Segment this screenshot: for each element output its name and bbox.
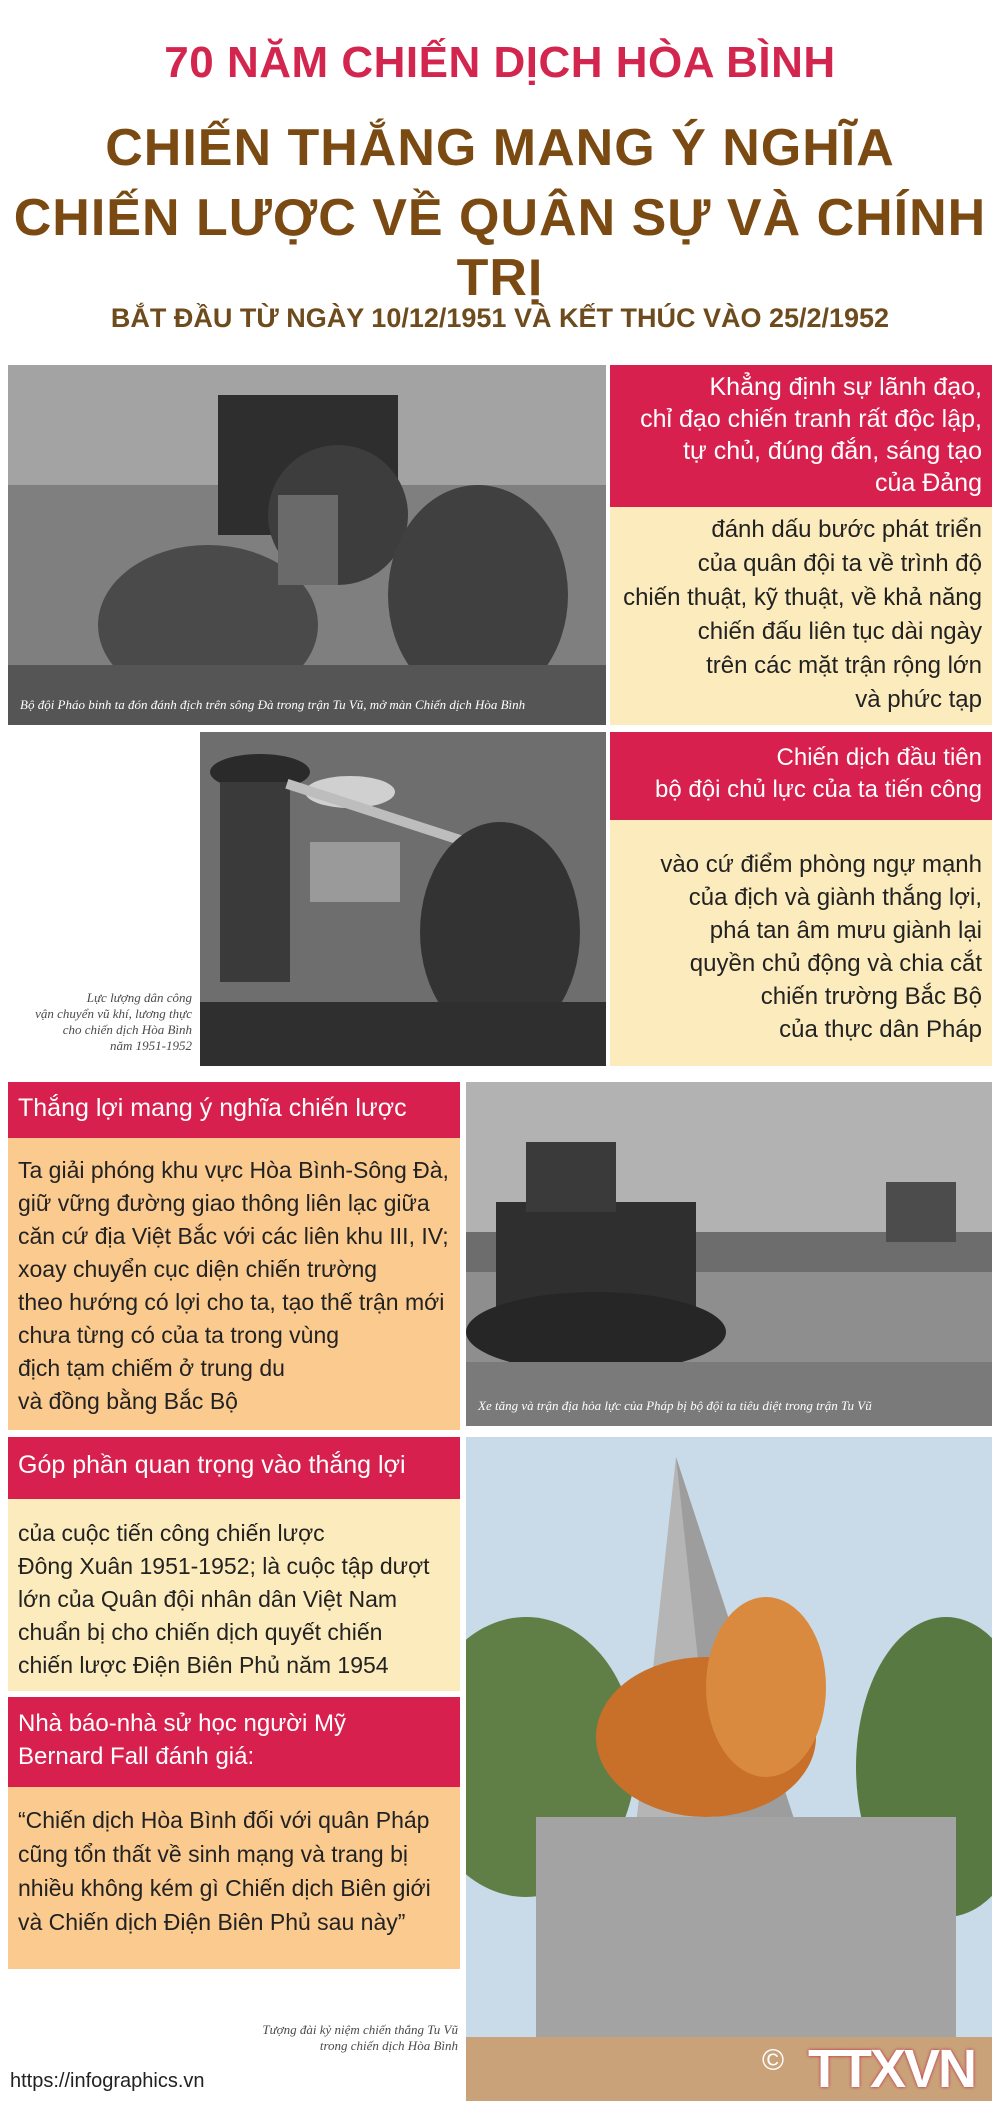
section3-body-line: địch tạm chiếm ở trung du [18,1355,285,1381]
section3-body-line: Ta giải phóng khu vực Hòa Bình-Sông Đà, [18,1157,449,1183]
section4-body-line: Đông Xuân 1951-1952; là cuộc tập dượt [18,1553,430,1579]
section4-heading: Góp phần quan trọng vào thắng lợi [8,1437,460,1499]
main-title-line-1: CHIẾN THẮNG MANG Ý NGHĨA [105,119,895,177]
section2-heading [610,732,992,820]
ttxvn-logo: TTXVN [808,2039,976,2099]
porters-caption-line: cho chiến dịch Hòa Bình [62,1022,192,1037]
monument-photo [466,1437,992,2101]
section3-body-line: giữ vững đường giao thông liên lạc giữa [18,1190,430,1216]
section3-body-line: và đồng bằng Bắc Bộ [18,1388,238,1414]
section4-body [8,1499,460,1691]
monument-caption-line: trong chiến dịch Hòa Bình [319,2038,458,2053]
section1-body-line: chiến thuật, kỹ thuật, về khả năng [623,584,982,611]
section2-body-line: quyền chủ động và chia cắt [689,950,982,977]
section5-quote-line: “Chiến dịch Hòa Bình đối với quân Pháp [18,1807,430,1833]
section4-body-line: chiến lược Điện Biên Phủ năm 1954 [18,1652,389,1678]
section2-body-line: phá tan âm mưu giành lại [709,917,982,944]
main-title-line-2: CHIẾN LƯỢC VỀ QUÂN SỰ VÀ CHÍNH TRỊ [13,189,987,307]
footer-url-link[interactable]: https://infographics.vn [10,2070,205,2092]
porters-caption-line: năm 1951-1952 [110,1038,192,1053]
section1-heading-line: tự chủ, đúng đắn, sáng tạo [683,437,982,465]
section2-body-line: của địch và giành thắng lợi, [688,884,982,911]
section3-heading: Thắng lợi mang ý nghĩa chiến lược [8,1082,460,1138]
section1-heading-line: của Đảng [874,469,982,497]
section4-body-line: của cuộc tiến công chiến lược [18,1520,325,1546]
section1-body-line: và phức tạp [855,686,982,713]
artillery-photo [8,365,606,725]
section1-heading [610,365,992,507]
porters-caption-line: Lực lượng dân công [86,990,192,1005]
monument-caption-line: Tượng đài kỷ niệm chiến thắng Tu Vũ [262,2022,458,2037]
section4-body-line: lớn của Quân đội nhân dân Việt Nam [18,1586,398,1612]
section5-quote-line: cũng tổn thất về sinh mạng và trang bị [18,1841,408,1867]
section2-body-line: chiến trường Bắc Bộ [760,983,982,1010]
porters-photo [200,732,606,1066]
section5-quote-line: và Chiến dịch Điện Biên Phủ sau này” [18,1909,406,1935]
section1-body-line: chiến đấu liên tục dài ngày [697,618,982,645]
section5-heading [8,1697,460,1787]
section2-body-line: vào cứ điểm phòng ngự mạnh [660,851,982,878]
section5-heading-line: Nhà báo-nhà sử học người Mỹ [18,1710,347,1737]
section2-heading-line: Chiến dịch đầu tiên [776,744,982,771]
copyright-symbol: © [762,2044,785,2077]
section5-quote [8,1787,460,1969]
date-subtitle: BẮT ĐẦU TỪ NGÀY 10/12/1951 VÀ KẾT THÚC VÀO 25/2/1952 [110,303,890,333]
section3-body-line: căn cứ địa Việt Bắc với các liên khu III, IV; [18,1223,449,1249]
section3-body-line: theo hướng có lợi cho ta, tạo thế trận mới [18,1289,445,1315]
monument-photo-caption [60,2022,458,2054]
section2-body-line: của thực dân Pháp [779,1016,982,1043]
tank-photo-caption: Xe tăng và trận địa hỏa lực của Pháp bị bộ đội ta tiêu diệt trong trận Tu Vũ [478,1398,872,1413]
section2-heading-line: bộ đội chủ lực của ta tiến công [655,776,982,803]
section1-body-line: đánh dấu bước phát triển [711,516,982,543]
porters-photo-art [200,732,606,1066]
monument-photo-art [466,1437,992,2101]
section1-body-line: của quân đội ta về trình độ [697,550,982,577]
section1-body [610,507,992,725]
section1-heading-line: chỉ đạo chiến tranh rất độc lập, [640,405,982,433]
porters-photo-caption [0,990,192,1054]
section2-body [610,820,992,1066]
section1-body-line: trên các mặt trận rộng lớn [706,652,982,679]
section5-quote-line: nhiều không kém gì Chiến dịch Biên giới [18,1875,431,1901]
artillery-photo-art [8,365,606,725]
section3-body-line: xoay chuyển cục diện chiến trường [18,1256,378,1282]
section4-body-line: chuẩn bị cho chiến dịch quyết chiến [18,1619,383,1645]
section5-heading-line: Bernard Fall đánh giá: [18,1743,255,1770]
tank-photo-art [466,1082,992,1426]
section3-body-line: chưa từng có của ta trong vùng [18,1322,340,1348]
tank-photo [466,1082,992,1426]
section3-body [8,1138,460,1430]
section1-heading-line: Khẳng định sự lãnh đạo, [709,373,982,401]
porters-caption-line: vận chuyển vũ khí, lương thực [35,1006,192,1021]
supertitle: 70 NĂM CHIẾN DỊCH HÒA BÌNH [164,38,836,87]
artillery-photo-caption: Bộ đội Pháo binh ta đón đánh địch trên sông Đà trong trận Tu Vũ, mở màn Chiến dịch Hòa Bình [20,697,526,712]
